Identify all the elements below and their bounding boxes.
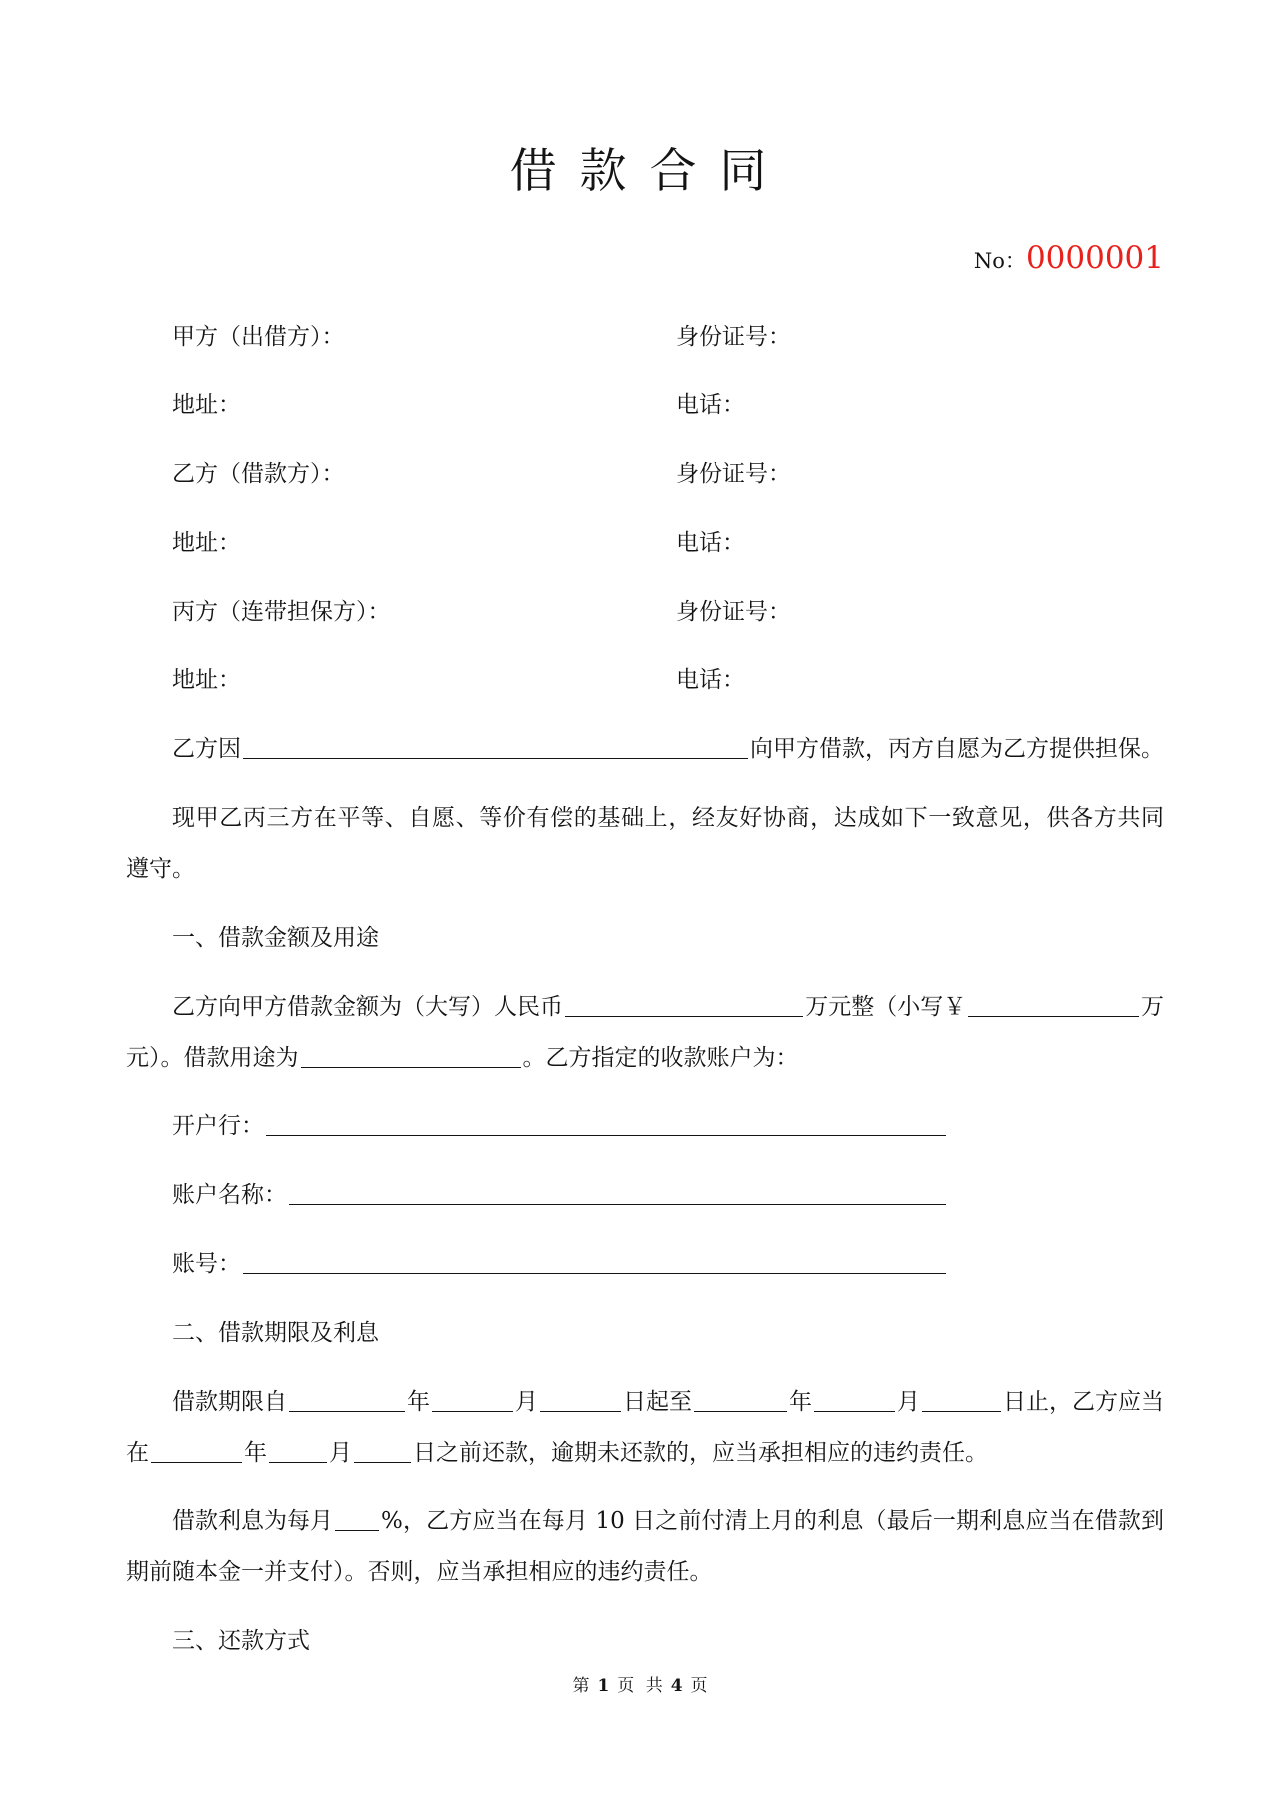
loan-term-line-1 xyxy=(126,1377,1164,1428)
end-year-label: 年 xyxy=(789,1388,812,1415)
total-pages-number: 4 xyxy=(670,1676,683,1696)
start-month-label: 月 xyxy=(515,1388,538,1415)
page-mid: 页 共 xyxy=(617,1676,663,1696)
lender-address-label: 地址： xyxy=(172,392,241,419)
amount-numeric-blank[interactable] xyxy=(968,982,1139,1017)
repay-day-blank[interactable] xyxy=(354,1428,411,1463)
contract-number-value: 0000001 xyxy=(1025,240,1164,276)
end-day-label: 日止，乙方应当 xyxy=(1003,1388,1164,1415)
repay-year-label: 年 xyxy=(244,1439,267,1466)
bank-label: 开户行： xyxy=(172,1113,264,1140)
section-1-heading: 一、借款金额及用途 xyxy=(172,924,379,951)
loan-reason-prefix: 乙方因 xyxy=(172,736,241,763)
term-prefix: 借款期限自 xyxy=(172,1388,287,1415)
agreement-line-2: 遵守。 xyxy=(126,856,195,883)
loan-term-line-2 xyxy=(126,1428,1164,1479)
start-day-label: 日起至 xyxy=(623,1388,692,1415)
contract-number xyxy=(974,236,1164,285)
loan-amount-line-2 xyxy=(126,1033,1164,1084)
start-year-blank[interactable] xyxy=(289,1377,405,1412)
amount-line-1-end: 万 xyxy=(1141,993,1164,1020)
party-row-lender-address xyxy=(126,380,1164,431)
loan-reason-line xyxy=(126,724,1164,775)
interest-prefix: 借款利息为每月 xyxy=(172,1508,333,1535)
page-prefix: 第 xyxy=(572,1676,590,1696)
borrower-phone-label: 电话： xyxy=(676,529,745,556)
account-number-label: 账号： xyxy=(172,1251,241,1278)
account-name-label: 账户名称： xyxy=(172,1182,287,1209)
agreement-line-1: 现甲乙丙三方在平等、自愿、等价有偿的基础上，经友好协商，达成如下一致意见，供各方共同 xyxy=(172,805,1164,832)
guarantor-address-label: 地址： xyxy=(172,667,241,694)
loan-purpose-blank[interactable] xyxy=(301,1033,521,1068)
account-name-row xyxy=(126,1170,948,1221)
interest-line-2: 期前随本金一并支付）。否则，应当承担相应的违约责任。 xyxy=(126,1559,713,1586)
loan-reason-suffix: 向甲方借款，丙方自愿为乙方提供担保。 xyxy=(750,736,1164,763)
amount-prefix: 乙方向甲方借款金额为（大写）人民币 xyxy=(172,993,563,1020)
section-3-heading: 三、还款方式 xyxy=(172,1628,310,1655)
account-number-row xyxy=(126,1239,948,1290)
page-footer xyxy=(0,1674,1280,1698)
interest-line-1 xyxy=(126,1496,1164,1547)
guarantor-id-label: 身份证号： xyxy=(676,598,791,625)
repay-prefix: 在 xyxy=(126,1439,149,1466)
contract-body xyxy=(126,312,1164,1686)
borrower-id-label: 身份证号： xyxy=(676,461,791,488)
interest-line-1-rest: %，乙方应当在每月 10 日之前付清上月的利息（最后一期利息应当在借款到 xyxy=(381,1508,1164,1535)
amount-middle: 万元整（小写￥ xyxy=(805,993,967,1020)
document-title: 借 款 合 同 xyxy=(509,144,771,199)
guarantor-label: 丙方（连带担保方）： xyxy=(172,598,391,625)
end-year-blank[interactable] xyxy=(694,1377,787,1412)
section-2-heading: 二、借款期限及利息 xyxy=(172,1319,379,1346)
page-suffix: 页 xyxy=(690,1676,708,1696)
loan-term-paragraph xyxy=(126,1377,1164,1479)
end-day-blank[interactable] xyxy=(922,1377,1001,1412)
party-row-guarantor-address xyxy=(126,655,1164,706)
lender-phone-label: 电话： xyxy=(676,392,745,419)
end-month-blank[interactable] xyxy=(814,1377,895,1412)
loan-amount-line-1 xyxy=(126,982,1164,1033)
account-name-blank[interactable] xyxy=(289,1170,946,1205)
current-page-number: 1 xyxy=(597,1676,610,1696)
account-number-blank[interactable] xyxy=(243,1239,946,1274)
agreement-paragraph xyxy=(126,793,1164,895)
borrower-address-label: 地址： xyxy=(172,529,241,556)
contract-number-label: No： xyxy=(973,249,1026,273)
repay-suffix: 日之前还款，逾期未还款的，应当承担相应的违约责任。 xyxy=(413,1439,988,1466)
start-month-blank[interactable] xyxy=(432,1377,513,1412)
party-row-guarantor xyxy=(126,587,1164,638)
amount-line-2-prefix: 元）。借款用途为 xyxy=(126,1044,299,1071)
loan-amount-paragraph xyxy=(126,982,1164,1084)
amount-line-2-suffix: 。乙方指定的收款账户为： xyxy=(522,1044,799,1071)
party-row-lender xyxy=(126,312,1164,363)
lender-label: 甲方（出借方）： xyxy=(172,323,345,350)
interest-paragraph xyxy=(126,1496,1164,1598)
end-month-label: 月 xyxy=(897,1388,920,1415)
party-row-borrower-address xyxy=(126,518,1164,569)
repay-month-label: 月 xyxy=(329,1439,352,1466)
interest-rate-blank[interactable] xyxy=(335,1496,379,1531)
repay-month-blank[interactable] xyxy=(269,1428,327,1463)
lender-id-label: 身份证号： xyxy=(676,323,791,350)
bank-blank[interactable] xyxy=(266,1101,946,1136)
start-day-blank[interactable] xyxy=(540,1377,621,1412)
guarantor-phone-label: 电话： xyxy=(676,667,745,694)
borrower-label: 乙方（借款方）： xyxy=(172,461,345,488)
repay-year-blank[interactable] xyxy=(151,1428,242,1463)
start-year-label: 年 xyxy=(407,1388,430,1415)
loan-reason-blank[interactable] xyxy=(243,724,748,759)
amount-capital-blank[interactable] xyxy=(565,982,803,1017)
party-row-borrower xyxy=(126,449,1164,500)
bank-row xyxy=(126,1101,948,1152)
